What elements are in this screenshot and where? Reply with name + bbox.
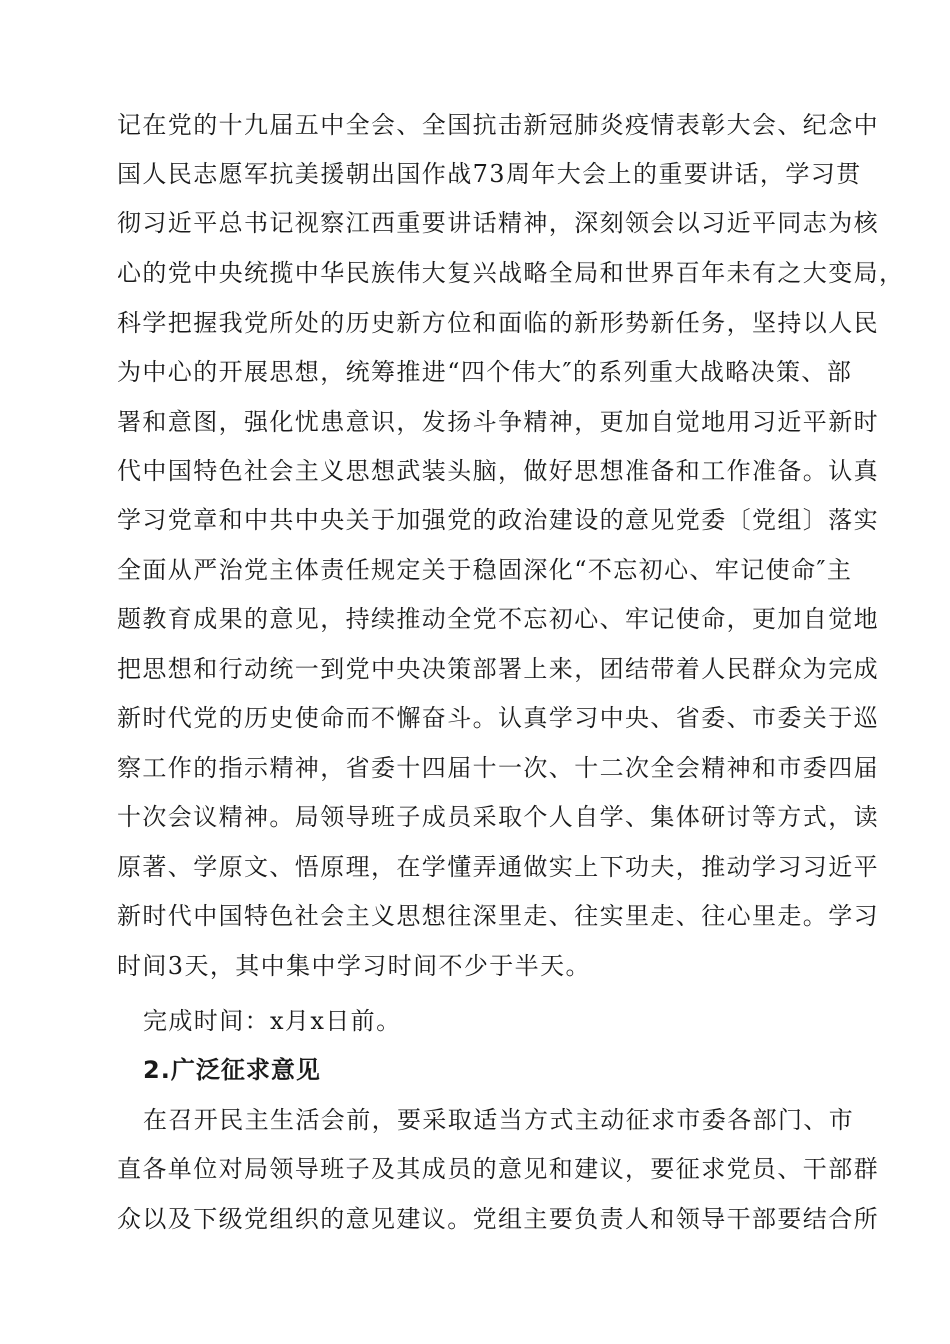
paragraph-line: 把思想和行动统一到党中央决策部署上来，团结带着人民群众为完成 bbox=[117, 655, 879, 683]
paragraph-line: 国人民志愿军抗美援朝出国作战73周年大会上的重要讲话，学习贯 bbox=[117, 160, 862, 188]
paragraph-line: 众以及下级党组织的意见建议。党组主要负责人和领导干部要结合所 bbox=[117, 1205, 879, 1233]
paragraph-line: 全面从严治党主体责任规定关于稳固深化“不忘初心、牢记使命″主 bbox=[117, 556, 853, 584]
paragraph-line: 科学把握我党所处的历史新方位和面临的新形势新任务，坚持以人民 bbox=[117, 309, 879, 337]
paragraph-line: 新时代中国特色社会主义思想往深里走、往实里走、往心里走。学习 bbox=[117, 902, 879, 930]
paragraph-line: 记在党的十九届五中全会、全国抗击新冠肺炎疫情表彰大会、纪念中 bbox=[117, 111, 879, 139]
paragraph-line: 原著、学原文、悟原理，在学懂弄通做实上下功夫，推动学习习近平 bbox=[117, 853, 879, 881]
paragraph-line: 时间3天，其中集中学习时间不少于半天。 bbox=[117, 952, 591, 980]
paragraph-line: 直各单位对局领导班子及其成员的意见和建议，要征求党员、干部群 bbox=[117, 1155, 879, 1183]
paragraph-line: 十次会议精神。局领导班子成员采取个人自学、集体研讨等方式，读 bbox=[117, 803, 879, 831]
paragraph-line: 题教育成果的意见，持续推动全党不忘初心、牢记使命，更加自觉地 bbox=[117, 605, 879, 633]
section-heading: 2.广泛征求意见 bbox=[143, 1056, 321, 1084]
paragraph-line: 彻习近平总书记视察江西重要讲话精神，深刻领会以习近平同志为核 bbox=[117, 209, 879, 237]
paragraph-line: 在召开民主生活会前，要采取适当方式主动征求市委各部门、市 bbox=[143, 1106, 855, 1134]
paragraph-line: 新时代党的历史使命而不懈奋斗。认真学习中央、省委、市委关于巡 bbox=[117, 704, 879, 732]
paragraph-line: 心的党中央统揽中华民族伟大复兴战略全局和世界百年未有之大变局， bbox=[117, 259, 905, 287]
paragraph-line: 署和意图，强化忧患意识，发扬斗争精神，更加自觉地用习近平新时 bbox=[117, 408, 879, 436]
completion-time: 完成时间：x月x日前。 bbox=[143, 1007, 402, 1035]
paragraph-line: 为中心的开展思想，统筹推进“四个伟大″的系列重大战略决策、部 bbox=[117, 358, 853, 386]
paragraph-line: 察工作的指示精神，省委十四届十一次、十二次全会精神和市委四届 bbox=[117, 754, 879, 782]
paragraph-line: 代中国特色社会主义思想武装头脑，做好思想准备和工作准备。认真 bbox=[117, 457, 879, 485]
paragraph-line: 学习党章和中共中央关于加强党的政治建设的意见党委〔党组〕落实 bbox=[117, 506, 879, 534]
